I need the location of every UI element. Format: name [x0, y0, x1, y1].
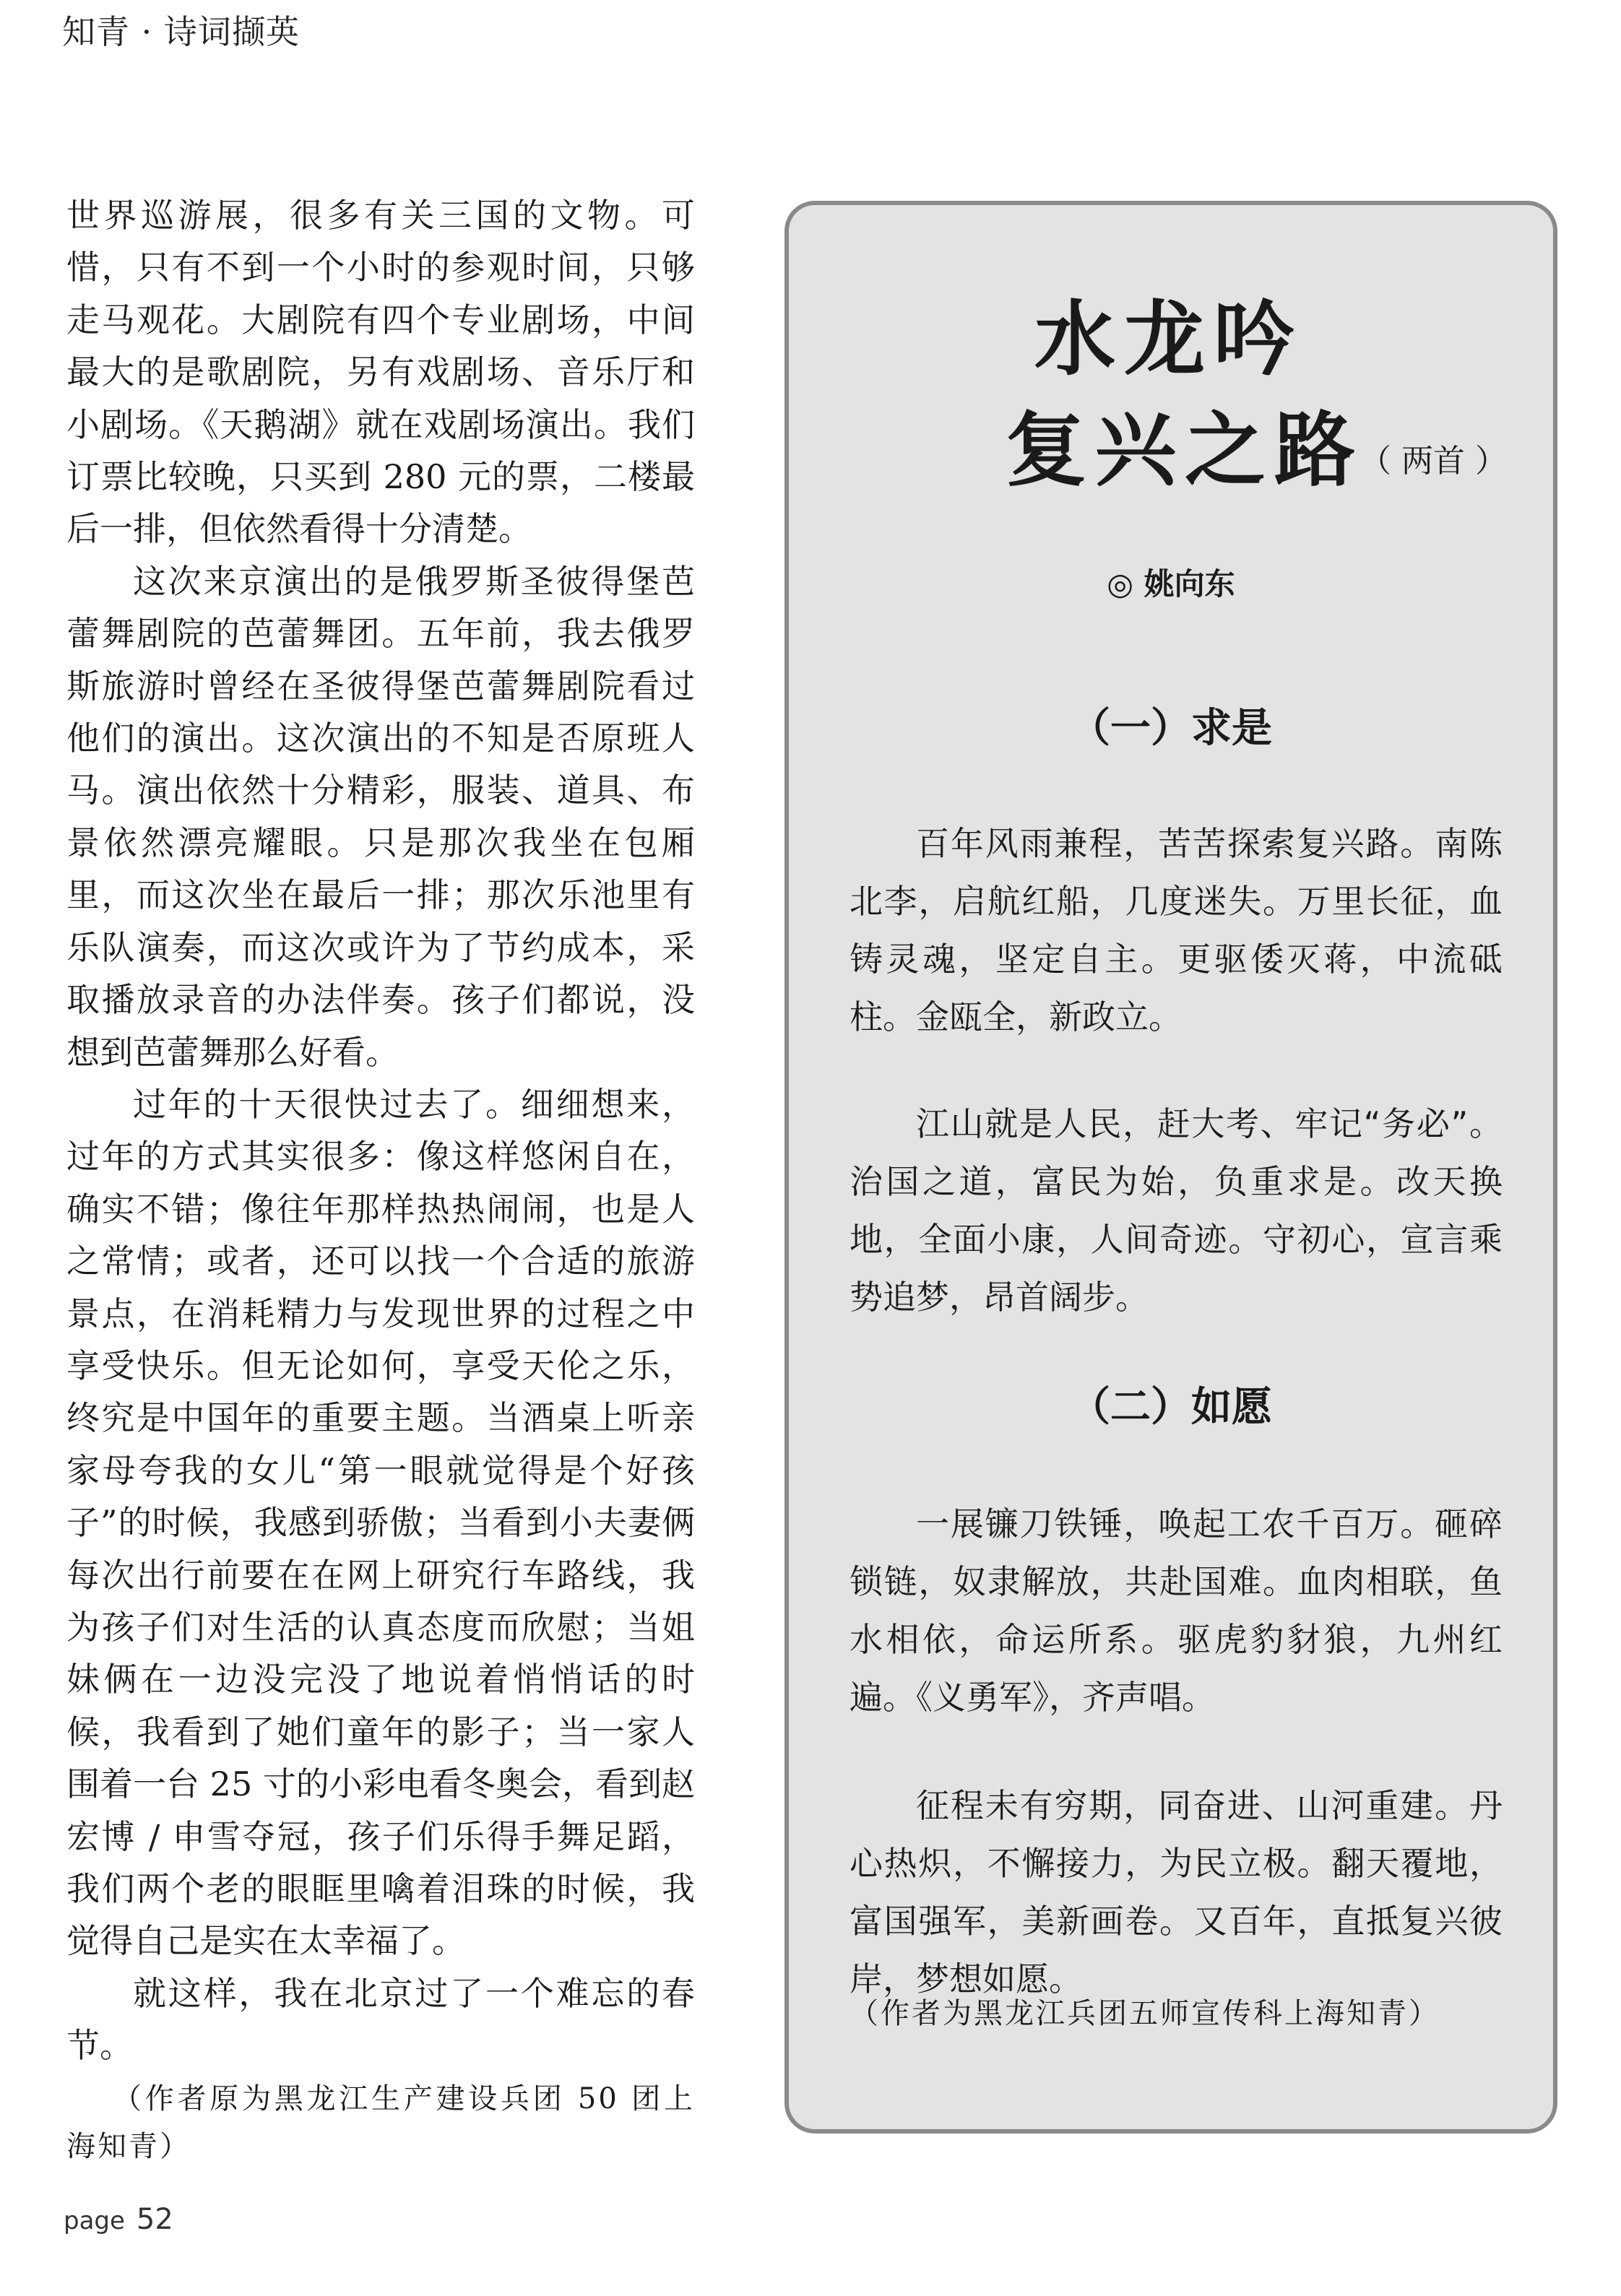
poem-section-heading: （一）求是	[1070, 705, 1272, 752]
page-label: page	[64, 2206, 125, 2235]
poem-box	[784, 201, 1557, 2133]
running-head: 知青 · 诗词撷英	[62, 12, 300, 51]
article-paragraph: 就这样，我在北京过了一个难忘的春节。	[66, 1973, 695, 2066]
page-footer	[64, 2203, 173, 2236]
poem-stanza: 百年风雨兼程，苦苦探索复兴路。南陈北李，启航红船，几度迷失。万里长征，血铸灵魂，坚定自主。更驱倭灭蒋，中流砥柱。金瓯全，新政立。	[850, 824, 1503, 1036]
page-number: 52	[136, 2203, 173, 2236]
poem-subtitle: （ 两首 ）	[1360, 443, 1507, 480]
article-author-note: （作者原为黑龙江生产建设兵团 50 团上海知青）	[66, 2081, 695, 2163]
article-paragraph: 世界巡游展，很多有关三国的文物。可惜，只有不到一个小时的参观时间，只够走马观花。大剧院有四个专业剧场，中间最大的是歌剧院，另有戏剧场、音乐厅和小剧场。《天鹅湖》就在戏剧场演出。我们订票比较晚，只买到 280 元的票，二楼最后一排，但依然看得十分清楚。	[66, 196, 695, 549]
poem-stanza: 征程未有穷期，同奋进、山河重建。丹心热炽，不懈接力，为民立极。翻天覆地，富国强军，美新画卷。又百年，直抵复兴彼岸，梦想如愿。	[850, 1786, 1503, 1998]
article-paragraph: 过年的十天很快过去了。细细想来，过年的方式其实很多：像这样悠闲自在，确实不错；像往年那样热热闹闹，也是人之常情；或者，还可以找一个合适的旅游景点，在消耗精力与发现世界的过程之中享受快乐。但无论如何，享受天伦之乐，终究是中国年的重要主题。当酒桌上听亲家母夸我的女儿“第一眼就觉得是个好孩子”的时候，我感到骄傲；当看到小夫妻俩每次出行前要在在网上研究行车路线，我为孩子们对生活的认真态度而欣慰；当姐妹俩在一边没完没了地说着悄悄话的时候，我看到了她们童年的影子；当一家人围着一台 25 寸的小彩电看冬奥会，看到赵宏博 / 申雪夺冠，孩子们乐得手舞足蹈，我们两个老的眼眶里噙着泪珠的时候，我觉得自己是实在太幸福了。	[66, 1084, 695, 1961]
poem-byline: ◎ 姚向东	[1107, 566, 1235, 602]
poem-stanza: 江山就是人民，赶大考、牢记“务必”。治国之道，富民为始，负重求是。改天换地，全面小康，人间奇迹。守初心，宣言乘势追梦，昂首阔步。	[850, 1104, 1503, 1317]
poem-title: 水龙吟	[1034, 293, 1303, 386]
article-column	[66, 189, 695, 2170]
poem-stanza: 一展镰刀铁锤，唤起工农千百万。砸碎锁链，奴隶解放，共赴国难。血肉相联，鱼水相依，命运所系。驱虎豹豺狼，九州红遍。《义勇军》，齐声唱。	[850, 1504, 1503, 1717]
article-paragraph: 这次来京演出的是俄罗斯圣彼得堡芭蕾舞剧院的芭蕾舞团。五年前，我去俄罗斯旅游时曾经在圣彼得堡芭蕾舞剧院看过他们的演出。这次演出的不知是否原班人马。演出依然十分精彩，服装、道具、布景依然漂亮耀眼。只是那次我坐在包厢里，而这次坐在最后一排；那次乐池里有乐队演奏，而这次或许为了节约成本，采取播放录音的办法伴奏。孩子们都说，没想到芭蕾舞那么好看。	[66, 561, 695, 1072]
poem-author-note: （作者为黑龙江兵团五师宣传科上海知青）	[850, 1997, 1440, 2030]
poem-title-line2: 复兴之路	[1006, 404, 1364, 498]
poem-section-heading: （二）如愿	[1070, 1384, 1272, 1431]
